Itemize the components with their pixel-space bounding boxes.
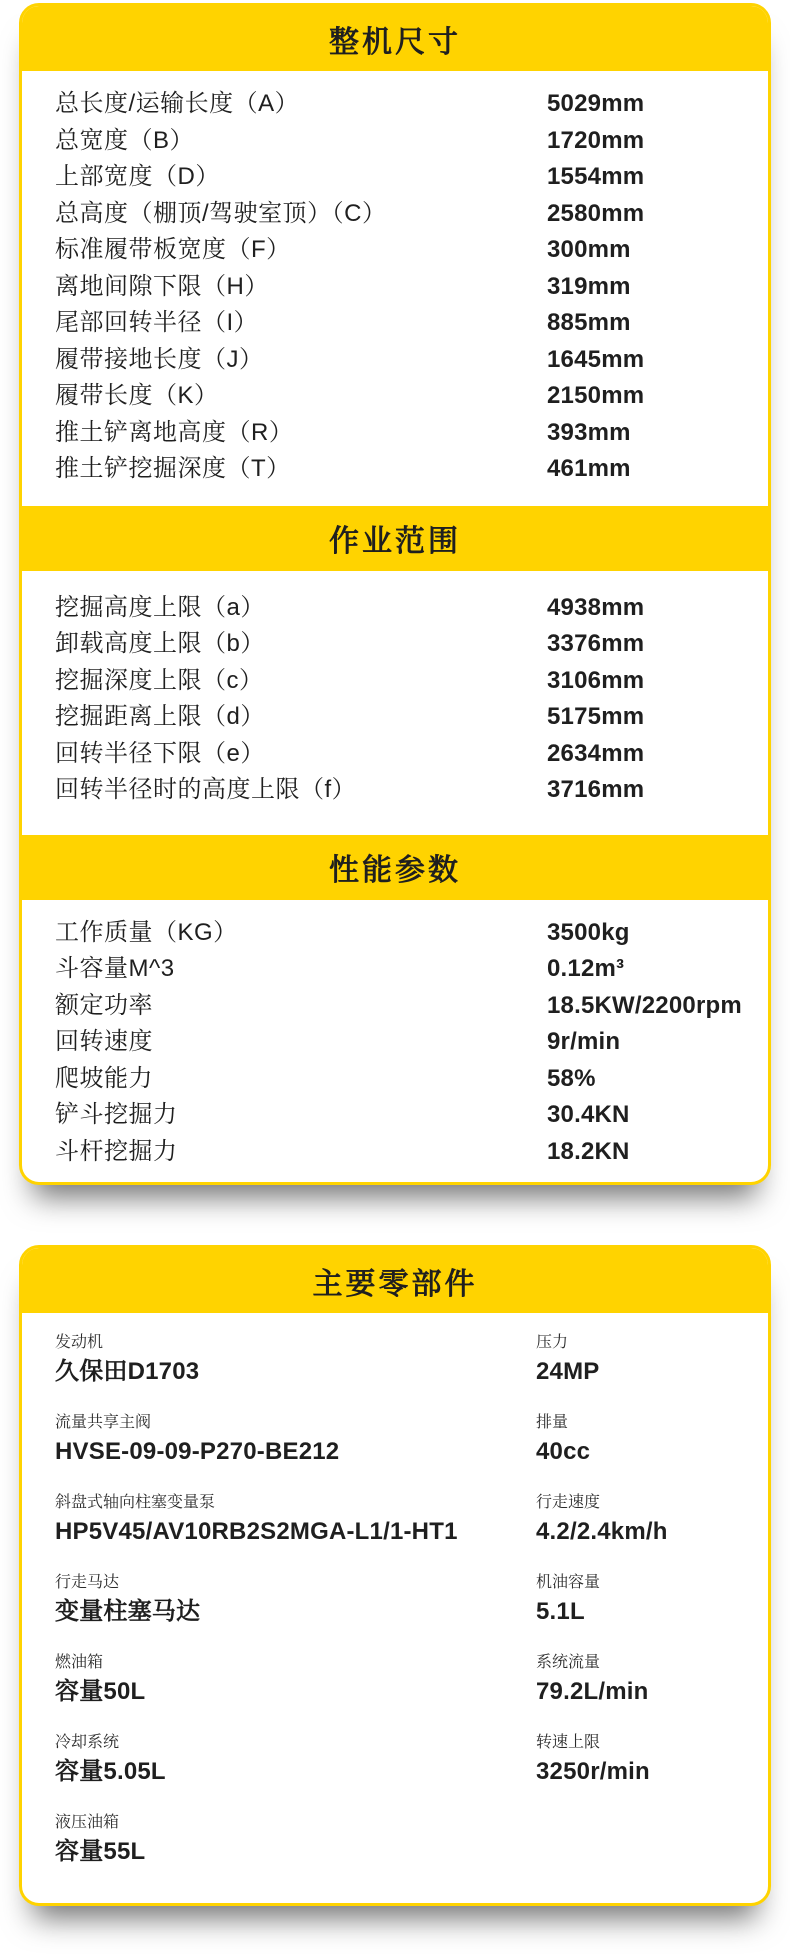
- spec-label: 挖掘深度上限（c）: [55, 666, 264, 694]
- spec-row-max-dig-height: [55, 590, 748, 627]
- component-value: 久保田D1703: [55, 1358, 200, 1385]
- component-value: 容量50L: [55, 1678, 146, 1705]
- spec-value: 319mm: [547, 272, 631, 300]
- spec-value: 2634mm: [547, 739, 645, 767]
- spec-label: 斗容量M^3: [55, 955, 175, 982]
- spec-row-total-height: [55, 196, 748, 233]
- component-main-valve: [55, 1413, 536, 1493]
- spec-label: 挖掘距离上限（d）: [55, 703, 265, 730]
- spec-label: 爬坡能力: [55, 1064, 153, 1092]
- spec-value: 3376mm: [547, 630, 645, 657]
- component-label: 行走马达: [55, 1574, 120, 1591]
- component-label: 行走速度: [536, 1494, 601, 1511]
- spec-row-upper-width: [55, 159, 748, 196]
- spec-value: 30.4KN: [547, 1101, 630, 1128]
- spec-label: 斗杆挖掘力: [55, 1137, 178, 1165]
- spec-row-max-dig-depth: [55, 663, 748, 700]
- component-value: 24MP: [536, 1358, 600, 1385]
- spec-card: [19, 3, 771, 1185]
- component-value: 变量柱塞马达: [55, 1598, 201, 1625]
- component-piston-pump: [55, 1493, 536, 1573]
- spec-value: 9r/min: [547, 1028, 621, 1055]
- section-header-working-range: 作业范围: [22, 506, 768, 571]
- section-performance: [22, 900, 768, 1183]
- component-value: 40cc: [536, 1438, 591, 1465]
- component-engine: [55, 1333, 536, 1413]
- component-label: 系统流量: [536, 1654, 601, 1671]
- component-value: 容量55L: [55, 1838, 146, 1865]
- spec-row-track-length: [55, 378, 748, 415]
- spec-value: 0.12m³: [547, 955, 625, 982]
- spec-label: 总宽度（B）: [55, 126, 195, 154]
- section-header-performance: 性能参数: [22, 835, 768, 900]
- spec-value: 885mm: [547, 309, 631, 336]
- spec-row-tail-swing-radius: [55, 305, 748, 342]
- spec-value: 5175mm: [547, 703, 645, 730]
- component-value: 4.2/2.4km/h: [536, 1518, 668, 1545]
- component-oil-capacity: [536, 1573, 758, 1653]
- spec-row-swing-speed: [55, 1024, 748, 1061]
- component-travel-speed: [536, 1493, 758, 1573]
- spec-label: 履带接地长度（J）: [55, 345, 264, 373]
- component-label: 压力: [536, 1334, 569, 1351]
- spec-label: 额定功率: [55, 991, 153, 1019]
- spec-value: 393mm: [547, 418, 631, 446]
- spec-row-gradeability: [55, 1061, 748, 1098]
- spec-row-bucket-dig-force: [55, 1097, 748, 1134]
- spec-label: 总长度/运输长度（A）: [55, 90, 300, 117]
- spec-row-height-at-min-swing: [55, 772, 748, 809]
- component-value: 79.2L/min: [536, 1678, 649, 1705]
- component-label: 冷却系统: [55, 1734, 120, 1751]
- component-label: 排量: [536, 1414, 569, 1431]
- spec-row-track-ground-length: [55, 342, 748, 379]
- component-max-rpm: [536, 1733, 758, 1813]
- spec-value: 3716mm: [547, 776, 645, 803]
- component-hydraulic-tank: [55, 1813, 536, 1893]
- spec-value: 2580mm: [547, 199, 645, 227]
- spec-value: 18.5KW/2200rpm: [547, 991, 742, 1019]
- spec-label: 尾部回转半径（I）: [55, 309, 259, 336]
- spec-row-arm-dig-force: [55, 1134, 748, 1171]
- spec-value: 1554mm: [547, 163, 645, 190]
- spec-row-min-swing-radius: [55, 736, 748, 773]
- section-header-overall-dimensions: 整机尺寸: [22, 6, 768, 71]
- component-empty-cell: [536, 1813, 758, 1893]
- component-label: 发动机: [55, 1334, 104, 1351]
- spec-value: 2150mm: [547, 382, 645, 409]
- spec-row-total-length: [55, 86, 748, 123]
- spec-value: 3500kg: [547, 918, 630, 946]
- component-label: 转速上限: [536, 1734, 601, 1751]
- component-label: 机油容量: [536, 1574, 601, 1591]
- spec-row-operating-weight: [55, 915, 748, 952]
- component-value: 3250r/min: [536, 1758, 650, 1785]
- spec-label: 回转半径下限（e）: [55, 739, 265, 767]
- component-value: HVSE-09-09-P270-BE212: [55, 1438, 340, 1465]
- spec-label: 挖掘高度上限（a）: [55, 593, 265, 621]
- component-value: HP5V45/AV10RB2S2MGA-L1/1-HT1: [55, 1518, 458, 1545]
- spec-label: 履带长度（K）: [55, 382, 219, 409]
- spec-value: 300mm: [547, 236, 631, 263]
- spec-row-rated-power: [55, 988, 748, 1025]
- spec-row-max-dig-reach: [55, 699, 748, 736]
- spec-row-blade-lift-height: [55, 415, 748, 452]
- spec-label: 铲斗挖掘力: [55, 1101, 178, 1128]
- spec-value: 1645mm: [547, 345, 645, 373]
- spec-row-blade-dig-depth: [55, 451, 748, 488]
- spec-value: 5029mm: [547, 90, 645, 117]
- spec-label: 上部宽度（D）: [55, 163, 220, 190]
- components-card: [19, 1245, 771, 1906]
- component-value: 容量5.05L: [55, 1758, 166, 1785]
- spec-value: 4938mm: [547, 593, 645, 621]
- spec-value: 3106mm: [547, 666, 645, 694]
- spec-row-total-width: [55, 123, 748, 160]
- spec-label: 离地间隙下限（H）: [55, 272, 269, 300]
- spec-label: 总高度（棚顶/驾驶室顶）（C）: [55, 199, 387, 227]
- spec-label: 回转速度: [55, 1028, 153, 1055]
- spec-label: 标准履带板宽度（F）: [55, 236, 291, 263]
- spec-label: 工作质量（KG）: [55, 918, 238, 946]
- component-fuel-tank: [55, 1653, 536, 1733]
- spec-value: 461mm: [547, 455, 631, 482]
- spec-row-bucket-capacity: [55, 951, 748, 988]
- spec-value: 58%: [547, 1064, 596, 1092]
- component-label: 流量共享主阀: [55, 1414, 152, 1431]
- spec-row-max-dump-height: [55, 626, 748, 663]
- spec-value: 18.2KN: [547, 1137, 630, 1165]
- component-label: 斜盘式轴向柱塞变量泵: [55, 1494, 216, 1511]
- component-cooling-system: [55, 1733, 536, 1813]
- spec-label: 卸载高度上限（b）: [55, 630, 265, 657]
- section-header-main-components: 主要零部件: [22, 1248, 768, 1313]
- spec-row-ground-clearance: [55, 269, 748, 306]
- component-displacement: [536, 1413, 758, 1493]
- section-overall-dimensions: [22, 71, 768, 506]
- component-pressure: [536, 1333, 758, 1413]
- spec-label: 推土铲挖掘深度（T）: [55, 455, 291, 482]
- spec-label: 回转半径时的高度上限（f）: [55, 776, 357, 803]
- section-working-range: [22, 571, 768, 835]
- spec-row-track-shoe-width: [55, 232, 748, 269]
- spec-value: 1720mm: [547, 126, 645, 154]
- spec-label: 推土铲离地高度（R）: [55, 418, 294, 446]
- component-label: 液压油箱: [55, 1814, 120, 1831]
- component-system-flow: [536, 1653, 758, 1733]
- component-label: 燃油箱: [55, 1654, 104, 1671]
- component-travel-motor: [55, 1573, 536, 1653]
- components-grid: [22, 1313, 768, 1903]
- component-value: 5.1L: [536, 1598, 585, 1625]
